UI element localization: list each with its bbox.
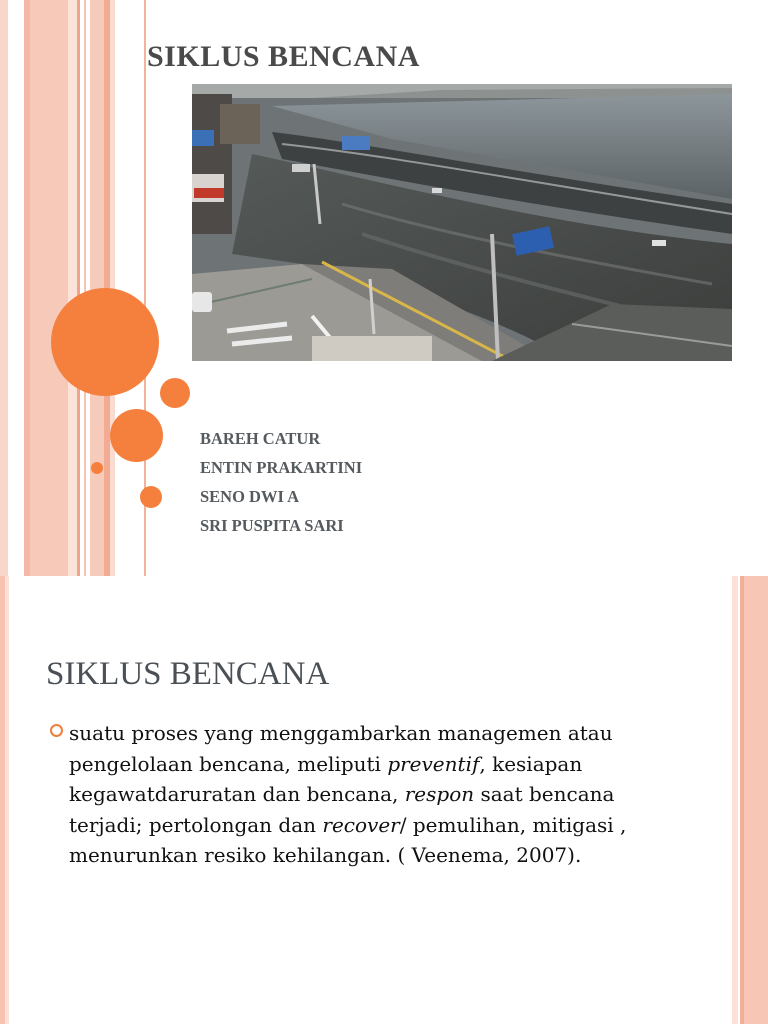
author-name: SRI PUSPITA SARI <box>200 516 344 535</box>
content-slide <box>0 576 768 1024</box>
author-name: BAREH CATUR <box>200 429 321 448</box>
bullet-emphasis: preventif <box>387 751 480 776</box>
decor-circle-tiny <box>91 462 103 474</box>
decor-stripe <box>732 576 738 1024</box>
decor-stripe <box>77 0 80 576</box>
decor-stripe <box>68 0 77 576</box>
author-list <box>200 424 362 540</box>
decor-circle-large <box>51 288 159 396</box>
decor-stripe <box>744 576 768 1024</box>
bullet-text-part: / pemulihan, mitigasi , menurunkan resiko kehilangan. ( Veenema, 2007). <box>69 812 627 867</box>
slide-title: SIKLUS BENCANA <box>147 40 420 73</box>
author-name: SENO DWI A <box>200 487 300 506</box>
tsunami-photo <box>192 84 732 361</box>
bullet-text-part: , kesiapan kegawatdaruratan dan bencana, <box>69 751 583 806</box>
decor-stripe <box>84 0 86 576</box>
bullet-emphasis: respon <box>404 782 475 806</box>
tsunami-photo-illustration <box>192 84 732 361</box>
bullet-emphasis: recover <box>322 812 400 837</box>
bullet-text-part: saat bencana terjadi; pertolongan dan <box>69 782 615 837</box>
decor-circle-small <box>140 486 162 508</box>
decor-stripe <box>0 0 8 576</box>
bullet-circle-icon <box>50 724 63 737</box>
decor-stripe <box>5 576 9 1024</box>
decor-circle-small <box>160 378 190 408</box>
slide-title: SIKLUS BENCANA <box>46 656 330 692</box>
author-name: ENTIN PRAKARTINI <box>200 458 363 477</box>
bullet-text-part: suatu proses yang menggambarkan managemen atau pengelolaan bencana, meliputi <box>69 721 613 776</box>
bullet-paragraph <box>69 718 689 871</box>
decor-stripe <box>30 0 68 576</box>
decor-circle-medium <box>110 409 163 462</box>
